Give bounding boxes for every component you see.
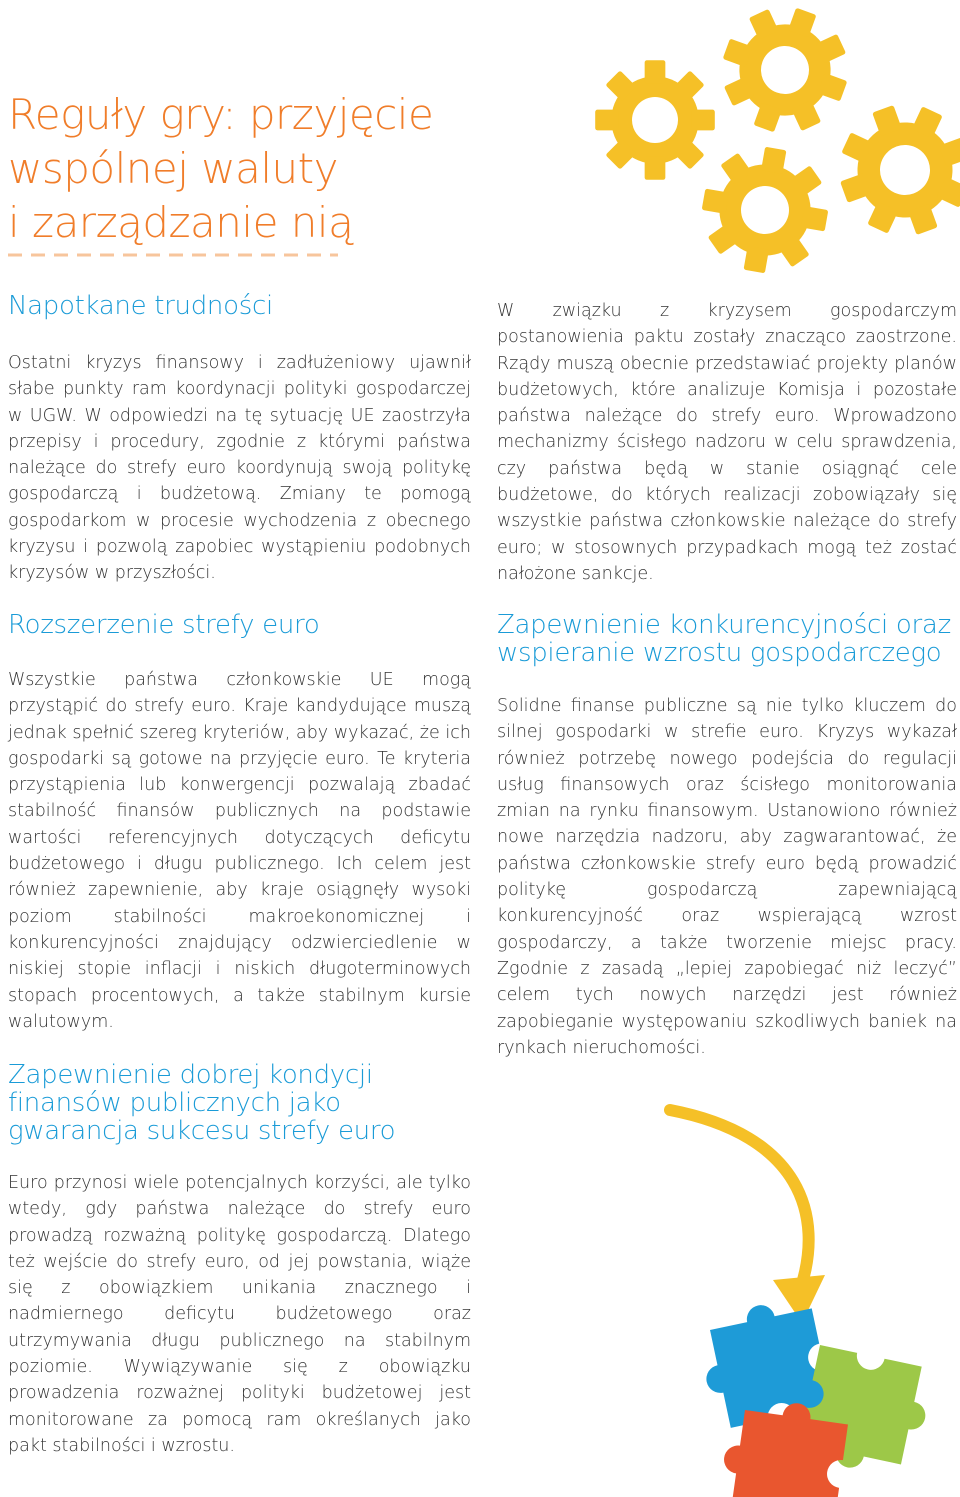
text-kryzys-gospodarczy: W związku z kryzysem gospodarczym postanowienia paktu zostały znacząco zaostrzone. Rządy muszą obecnie przedstawiać projekty planów budżetowych, które analizuje Komisja i pozostałe państwa należące do strefy euro. Wprowadzono mechanizmy ścisłego nadzoru w celu sprawdzenia, czy państwa będą w stanie osiągnąć cele budżetowe, do których realizacji zobowiązały się wszystkie państwa członkowskie należące do strefy euro; w stosownych przypadkach mogą też zostać nałożone sankcje.	[497, 301, 957, 584]
heading-finanse-publiczne	[8, 1061, 471, 1145]
text-rozszerzenie-strefy-euro: Wszystkie państwa członkowskie UE mogą przystąpić do strefy euro. Kraje kandydujące muszą jednak spełnić szereg kryteriów, aby wykazać, że ich gospodarki są gotowe na przyjęcie euro. Te kryteria przystąpienia lub konwergencji pozwalają zbadać stabilność finansów publicznych na podstawie wartości referencyjnych dotyczących deficytu budżetowego i długu publicznego. Ich celem jest również zapewnienie, aby kraje osiągnęły wysoki poziom stabilności makroekonomicznej i konkurencyjności znajdujący odzwierciedlenie w niskiej stopie inflacji i niskich długoterminowych stopach procentowych, a także stabilnym kursie walutowym.	[8, 670, 471, 1032]
text-napotkane-trudnosci: Ostatni kryzys finansowy i zadłużeniowy ujawnił słabe punkty ram koordynacji polityki gospodarczej w UGW. W odpowiedzi na tę sytuację UE zaostrzyła przepisy i procedury, zgodnie z którymi państwa należące do strefy euro koordynują swoją politykę gospodarczą i budżetową. Zmiany te pomogą gospodarkom w procesie wychodzenia z obecnego kryzysu i pozwolą zapobiec wystąpieniu podobnych kryzysów w przyszłości.	[8, 353, 471, 584]
page-title-line-1: Reguły gry: przyjęcie	[8, 90, 434, 139]
text-konkurencyjnosc: Solidne finanse publiczne są nie tylko kluczem do silnej gospodarki w strefie euro. Kryzys wykazał również potrzebę nowego podejścia do regulacji usług finansowych oraz ścisłego monitorowania zmian na rynku finansowym. Ustanowiono również nowe narzędzia nadzoru, aby zagwarantować, że państwa członkowskie strefy euro będą prowadzić politykę gospodarczą zapewniającą konkurencyjność oraz wspierającą wzrost gospodarczy, a także tworzenie miejsc pracy. Zgodnie z zasadą „lepiej zapobiegać niż leczyć” celem tych nowych narzędzi jest również zapobieganie występowaniu szkodliwych baniek na rynkach nieruchomości.	[497, 696, 957, 1058]
heading-konkurencyjnosc	[497, 611, 957, 667]
puzzle-icon	[670, 1290, 960, 1497]
page-title-line-3: i zarządzanie nią	[8, 198, 354, 247]
gear-icon	[560, 0, 960, 290]
heading-rozszerzenie-strefy-euro: Rozszerzenie strefy euro	[8, 610, 320, 640]
page-title-line-2: wspólnej waluty	[8, 144, 338, 193]
heading-napotkane-trudnosci: Napotkane trudności	[8, 291, 273, 321]
gear-icon-2	[705, 0, 865, 150]
text-finanse-publiczne: Euro przynosi wiele potencjalnych korzyści, ale tylko wtedy, gdy państwa należące do strefy euro prowadzą rozważną politykę gospodarczą. Dlatego też wejście do strefy euro, od jej powstania, wiąże się z obowiązkiem unikania znacznego i nadmiernego deficytu budżetowego oraz utrzymywania długu publicznego na stabilnym poziomie. Wywiązywanie się z obowiązku prowadzenia rozważnej polityki budżetowej jest monitorowane za pomocą ram określanych jako pakt stabilności i wzrostu.	[8, 1173, 471, 1456]
title-dashed-divider	[8, 252, 338, 258]
gear-icon-1	[595, 60, 715, 180]
gear-icon-4	[819, 84, 960, 257]
heading-konkurencyjnosc-line-2: wspieranie wzrostu gospodarczego	[497, 638, 942, 668]
heading-konkurencyjnosc-line-1: Zapewnienie konkurencyjności oraz	[497, 610, 951, 640]
heading-finanse-line-1: Zapewnienie dobrej kondycji	[8, 1060, 373, 1090]
heading-finanse-line-2: finansów publicznych jako	[8, 1088, 341, 1118]
page-title	[8, 88, 478, 250]
gear-icon-3	[693, 138, 838, 283]
heading-finanse-line-3: gwarancja sukcesu strefy euro	[8, 1116, 396, 1146]
